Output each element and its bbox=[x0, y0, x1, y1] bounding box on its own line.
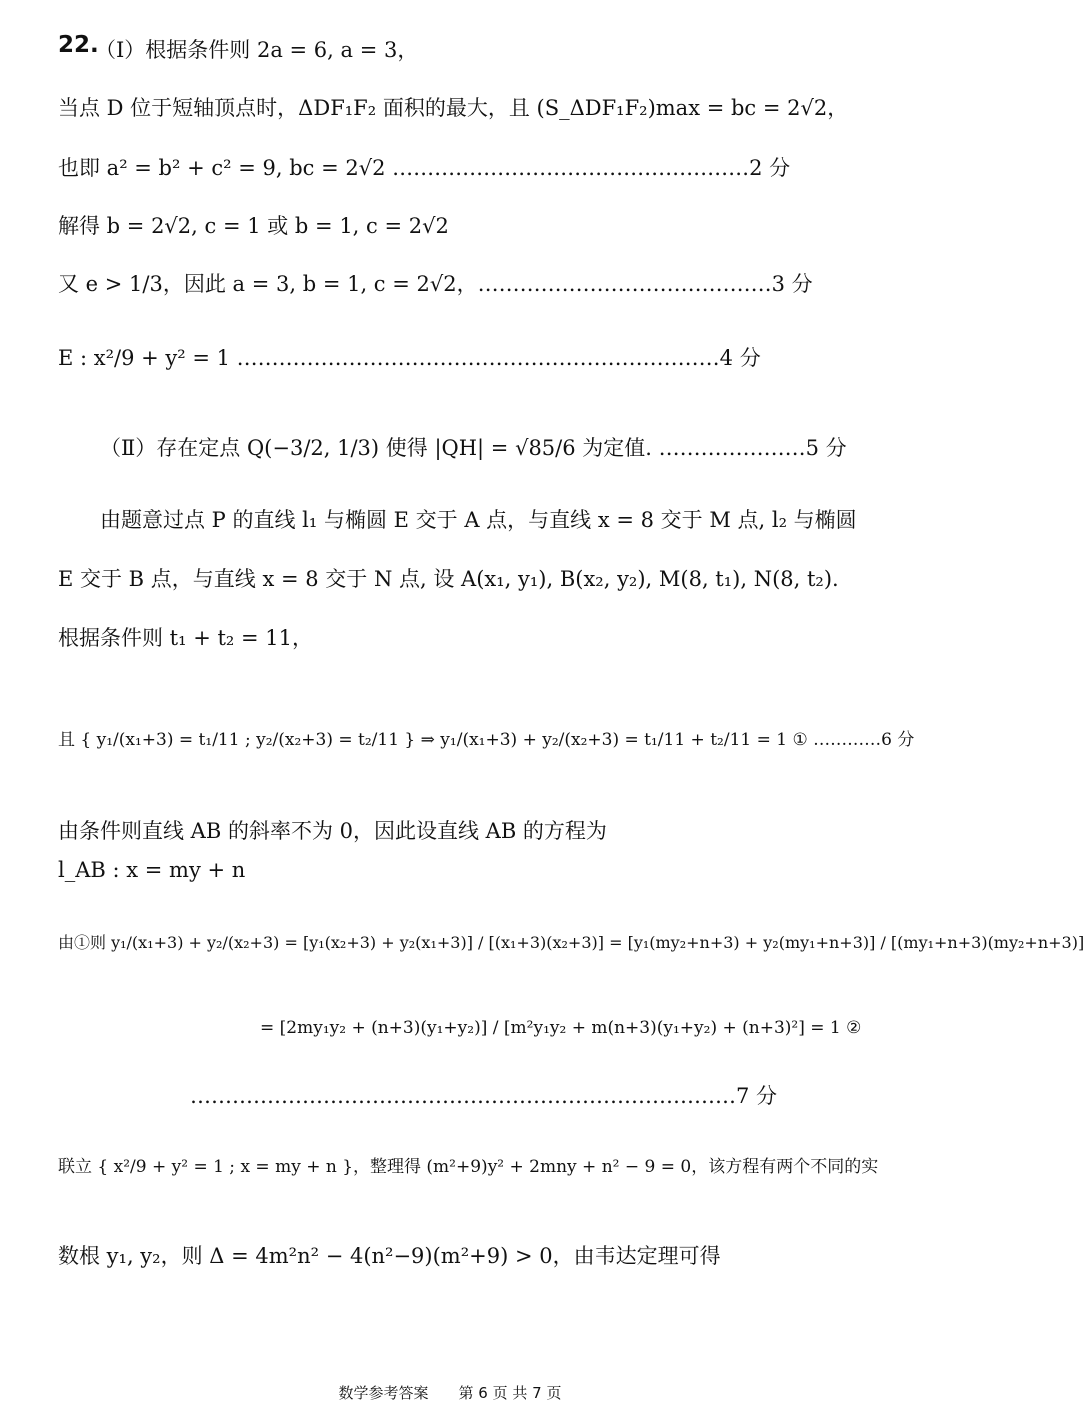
text-line-2: 当点 D 位于短轴顶点时，ΔDF₁F₂ 面积的最大，且 (S_ΔDF₁F₂)max = bc = 2√2， bbox=[58, 96, 849, 120]
text-line-13: l_AB : x = my + n bbox=[58, 858, 246, 882]
text-line-12: 由条件则直线 AB 的斜率不为 0，因此设直线 AB 的方程为 bbox=[58, 819, 607, 843]
text-line-17: 联立 { x²/9 + y² = 1 ; x = my + n }，整理得 (m²+9)y² + 2mny + n² − 9 = 0，该方程有两个不同的实 bbox=[58, 1157, 879, 1177]
text-line-1: （Ⅰ）根据条件则 2a = 6, a = 3， bbox=[95, 38, 419, 62]
text-line-5: 又 e > 1/3，因此 a = 3, b = 1, c = 2√2，……………………………………3 分 bbox=[58, 272, 813, 296]
problem-number: 22. bbox=[58, 32, 99, 58]
text-line-15: = [2my₁y₂ + (n+3)(y₁+y₂)] / [m²y₁y₂ + m(n+3)(y₁+y₂) + (n+3)²] = 1 ② bbox=[260, 1018, 862, 1038]
text-line-3: 也即 a² = b² + c² = 9, bc = 2√2 ……………………………………………2 分 bbox=[58, 156, 791, 180]
text-line-6: E : x²/9 + y² = 1 ……………………………………………………………4 分 bbox=[58, 346, 761, 370]
page-footer: 数学参考答案 第 6 页 共 7 页 bbox=[338, 1384, 562, 1402]
text-line-10: 根据条件则 t₁ + t₂ = 11， bbox=[58, 626, 314, 650]
text-line-9: E 交于 B 点，与直线 x = 8 交于 N 点, 设 A(x₁, y₁), B(x₂, y₂), M(8, t₁), N(8, t₂). bbox=[58, 567, 839, 591]
text-line-16: ……………………………………………………………………7 分 bbox=[190, 1084, 778, 1108]
text-line-14: 由①则 y₁/(x₁+3) + y₂/(x₂+3) = [y₁(x₂+3) + y₂(x₁+3)] / [(x₁+3)(x₂+3)] = [y₁(my₂+n+3) + y₂(my₁+n+3)] / [(my₁+n+3)(my₂+n+3)] bbox=[58, 933, 1084, 952]
text-line-7: （Ⅱ）存在定点 Q(−3/2, 1/3) 使得 |QH| = √85/6 为定值. …………………5 分 bbox=[100, 436, 847, 460]
text-line-8: 由题意过点 P 的直线 l₁ 与椭圆 E 交于 A 点，与直线 x = 8 交于 M 点, l₂ 与椭圆 bbox=[100, 508, 857, 532]
text-line-11: 且 { y₁/(x₁+3) = t₁/11 ; y₂/(x₂+3) = t₂/11 } ⇒ y₁/(x₁+3) + y₂/(x₂+3) = t₁/11 + t₂/11 = 1 ① …………6 分 bbox=[58, 730, 915, 750]
text-line-4: 解得 b = 2√2, c = 1 或 b = 1, c = 2√2 bbox=[58, 214, 449, 238]
text-line-18: 数根 y₁, y₂，则 Δ = 4m²n² − 4(n²−9)(m²+9) > 0，由韦达定理可得 bbox=[58, 1244, 721, 1268]
